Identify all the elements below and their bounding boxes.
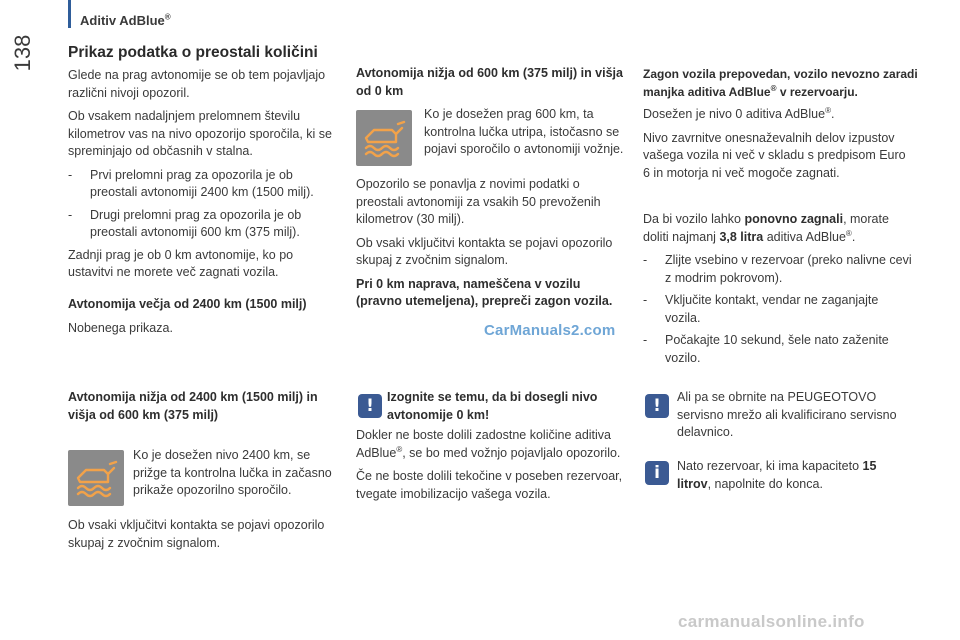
emission-text: Nivo zavrnitve onesnaževalnih delov izpustov vašega vozila ni več v skladu s predpisom Euro 6 in motorja ni več mogoče zagnati. — [643, 130, 906, 180]
adblue-indicator-glyph — [74, 458, 118, 498]
warning-heading-text: Izognite se temu, da bi dosegli nivo avtonomije 0 km! — [387, 390, 598, 422]
service-note: Ali pa se obrnite na PEUGEOTOVO servisno mrežo ali kvalificirano servisno delavnico. — [677, 390, 897, 439]
list-item-text: Drugi prelomni prag za opozorila je ob preostali avtonomiji 600 km (375 milj). — [90, 207, 302, 239]
under-2400-heading: Avtonomija nižja od 2400 km (1500 milj) in višja od 600 km (375 milj) — [68, 390, 318, 422]
section-title: Prikaz podatka o preostali količini — [68, 44, 318, 61]
last-threshold-text: Zadnji prag je ob 0 km avtonomije, ko po ustavitvi ne morete več zagnati vozila. — [68, 247, 294, 279]
info-note: Nato rezervoar, ki ima kapaciteto 15 litrov, napolnite do konca. — [677, 459, 877, 491]
page-number: 138 — [10, 34, 35, 72]
column-2-body — [356, 176, 628, 317]
intro-text-1: Glede na prag avtonomije se ob tem pojavljajo različni nivoji opozoril. — [68, 68, 326, 100]
level-zero-text: Dosežen je nivo 0 aditiva AdBlue®. — [643, 105, 835, 121]
restart-block — [643, 211, 915, 372]
warning-text-2: Če ne boste dolili tekočine v poseben rezervoar, tvegate imobilizacijo vašega vozila. — [356, 469, 623, 501]
under-2400-block — [68, 389, 340, 430]
intro-text-2: Ob vsakem nadaljnjem prelomnem številu kilometrov vas na nivo opozorijo sporočila, ki se spreminjajo od občasnih v stalna. — [68, 109, 333, 158]
list-dash: - — [643, 293, 648, 307]
list-item-text: Vključite kontakt, vendar ne zaganjajte vozila. — [665, 293, 879, 325]
warning-body — [356, 427, 628, 509]
restart-text: Da bi vozilo lahko ponovno zagnali, morate doliti najmanj 3,8 litra aditiva AdBlue®. — [643, 212, 889, 244]
warning-text-1: Dokler ne boste dolili zadostne količine aditiva AdBlue®, se bo med vožnjo pojavljalo opozorilo. — [356, 428, 621, 460]
list-item — [643, 252, 915, 287]
ignition-text: Ob vsaki vključitvi kontakta se pojavi opozorilo skupaj z zvočnim signalom. — [356, 235, 613, 267]
list-item — [68, 207, 340, 242]
info-icon: i — [645, 461, 669, 485]
list-dash: - — [643, 333, 648, 347]
list-item-text: Počakajte 10 sekund, šele nato zaženite vozilo. — [665, 333, 889, 365]
warning-icon: ! — [358, 394, 382, 418]
warning-heading — [387, 389, 627, 430]
list-dash: - — [68, 167, 73, 182]
column-1 — [68, 67, 340, 288]
under-2400-ignition-text: Ob vsaki vključitvi kontakta se pojavi opozorilo skupaj z zvočnim signalom. — [68, 518, 325, 550]
zero-km-text: Pri 0 km naprava, nameščena v vozilu (pravno utemeljena), prepreči zagon vozila. — [356, 276, 613, 308]
list-item — [68, 167, 340, 202]
adblue-indicator-glyph — [362, 118, 406, 158]
adblue-warning-indicator-icon — [68, 450, 124, 506]
column-3-body — [643, 106, 915, 188]
list-item — [643, 332, 915, 367]
list-item-text: Zlijte vsebino v rezervoar (preko nalivne cevi z modrim pokrovom). — [665, 253, 912, 285]
over-2400-text: Nobenega prikaza. — [68, 320, 173, 335]
list-item — [643, 292, 915, 327]
repeat-text: Opozorilo se ponavlja z novimi podatki o preostali avtonomiji za vsakih 50 prevoženih kilometrov (30 milj). — [356, 177, 601, 226]
under-600-icon-text: Ko je dosežen prag 600 km, ta kontrolna lučka utripa, istočasno se pojavi sporočilo o avtonomiji vožnje. — [424, 107, 624, 156]
adblue-warning-indicator-icon-flashing — [356, 110, 412, 166]
over-2400-heading: Avtonomija večja od 2400 km (1500 milj) — [68, 297, 307, 311]
list-dash: - — [643, 253, 648, 267]
warning-icon: ! — [645, 394, 669, 418]
start-blocked-heading: Zagon vozila prepovedan, vozilo nevozno zaradi manjka aditiva AdBlue® v rezervoarju. — [643, 67, 918, 99]
under-600-heading-block — [356, 65, 626, 106]
list-dash: - — [68, 207, 73, 222]
header-accent-bar — [68, 0, 71, 28]
over-2400-block — [68, 296, 340, 343]
list-item-text: Prvi prelomni prag za opozorila je ob preostali avtonomiji 2400 km (1500 milj). — [90, 167, 314, 199]
header-title: Aditiv AdBlue® — [80, 12, 171, 28]
under-600-heading: Avtonomija nižja od 600 km (375 milj) in višja od 0 km — [356, 66, 623, 98]
watermark-carmanuals2: CarManuals2.com — [484, 322, 616, 339]
under-2400-icon-text: Ko je dosežen nivo 2400 km, se prižge ta kontrolna lučka in začasno prikaže opozorilno sporočilo. — [133, 448, 332, 497]
watermark-carmanualsonline: carmanualsonline.info — [678, 612, 865, 631]
